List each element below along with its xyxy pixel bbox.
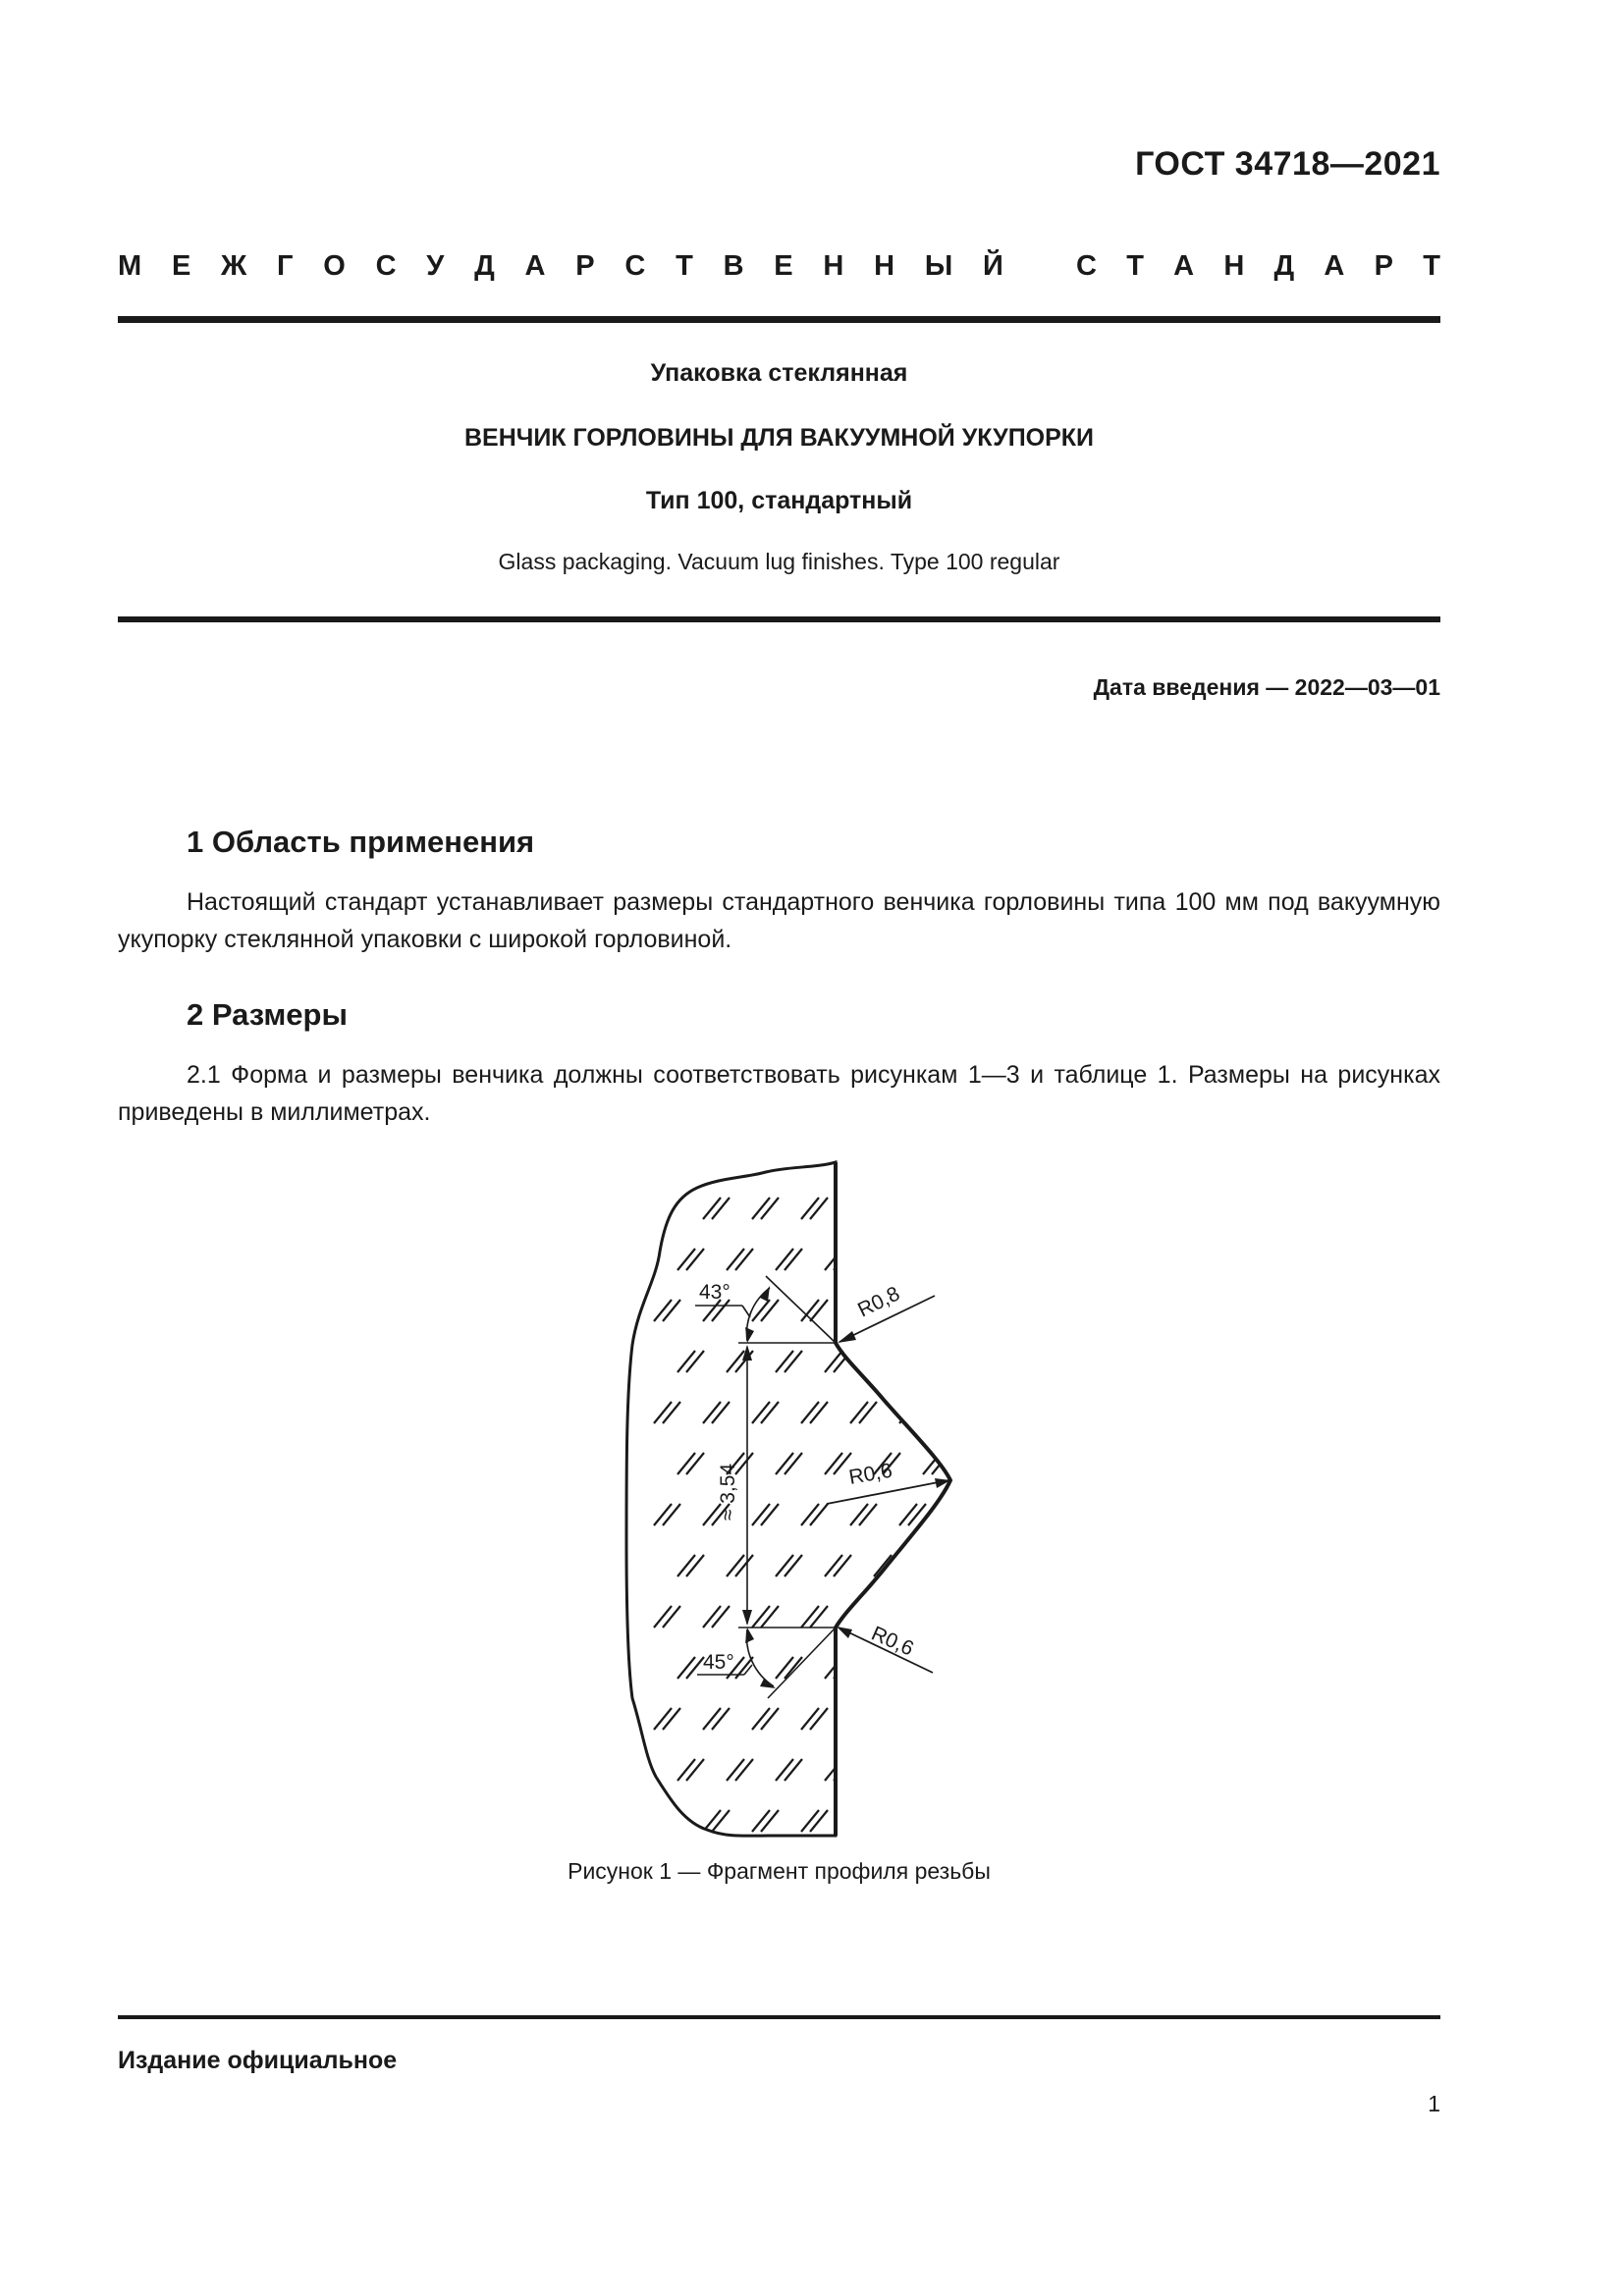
official-edition-label: Издание официальное <box>118 2047 398 2074</box>
radius-label-bottom: R0,6 <box>867 1622 917 1661</box>
title-rule <box>118 616 1440 622</box>
title-main: ВЕНЧИК ГОРЛОВИНЫ ДЛЯ ВАКУУМНОЙ УКУПОРКИ <box>463 424 1095 452</box>
dimension-arrow-down <box>742 1610 752 1626</box>
angle-line-bottom <box>768 1628 836 1698</box>
top-rule <box>118 316 1440 323</box>
introduction-date: Дата введения — 2022—03—01 <box>1093 674 1440 700</box>
title-category: Упаковка стеклянная <box>650 359 908 387</box>
title-type: Тип 100, стандартный <box>645 487 913 514</box>
angle-label-top: 43° <box>699 1281 731 1304</box>
thread-profile-figure <box>550 1148 982 1855</box>
section-1-text: Настоящий стандарт устанавливает размеры стандартного венчика горловины типа 100 мм под вакуумную укупорку стеклянной упаковки с широкой горловиной. <box>118 888 1440 953</box>
section-1-heading: 1 Область применения <box>187 825 535 859</box>
glass-section-outline <box>626 1162 950 1836</box>
angle-line-top <box>766 1276 836 1343</box>
radius-label-middle: R0,6 <box>846 1459 894 1489</box>
angle-arrow-bottom-b <box>760 1679 776 1688</box>
footer-rule <box>118 2015 1440 2019</box>
banner-word-standard: С Т А Н Д А Р Т <box>1076 250 1440 282</box>
section-2-text: 2.1 Форма и размеры венчика должны соответствовать рисункам 1—3 и таблице 1. Размеры на рисунках приведены в миллиметрах. <box>118 1061 1440 1126</box>
figure-caption: Рисунок 1 — Фрагмент профиля резьбы <box>568 1858 991 1884</box>
title-english: Glass packaging. Vacuum lug finishes. Type 100 regular <box>498 549 1060 574</box>
dimension-label: ≈ 3,54 <box>717 1463 739 1522</box>
section-2-heading: 2 Размеры <box>187 997 348 1032</box>
interstate-standard-banner <box>118 250 1440 283</box>
angle-arrow-top-a <box>760 1286 770 1302</box>
page-number: 1 <box>1428 2091 1440 2116</box>
gost-number: ГОСТ 34718—2021 <box>1135 145 1440 183</box>
banner-word-interstate: М Е Ж Г О С У Д А Р С Т В Е Н Н Ы Й <box>118 250 1003 282</box>
radius-label-top: R0,8 <box>854 1282 904 1322</box>
radius-leader-middle <box>827 1480 948 1504</box>
angle-label-bottom: 45° <box>703 1651 734 1674</box>
